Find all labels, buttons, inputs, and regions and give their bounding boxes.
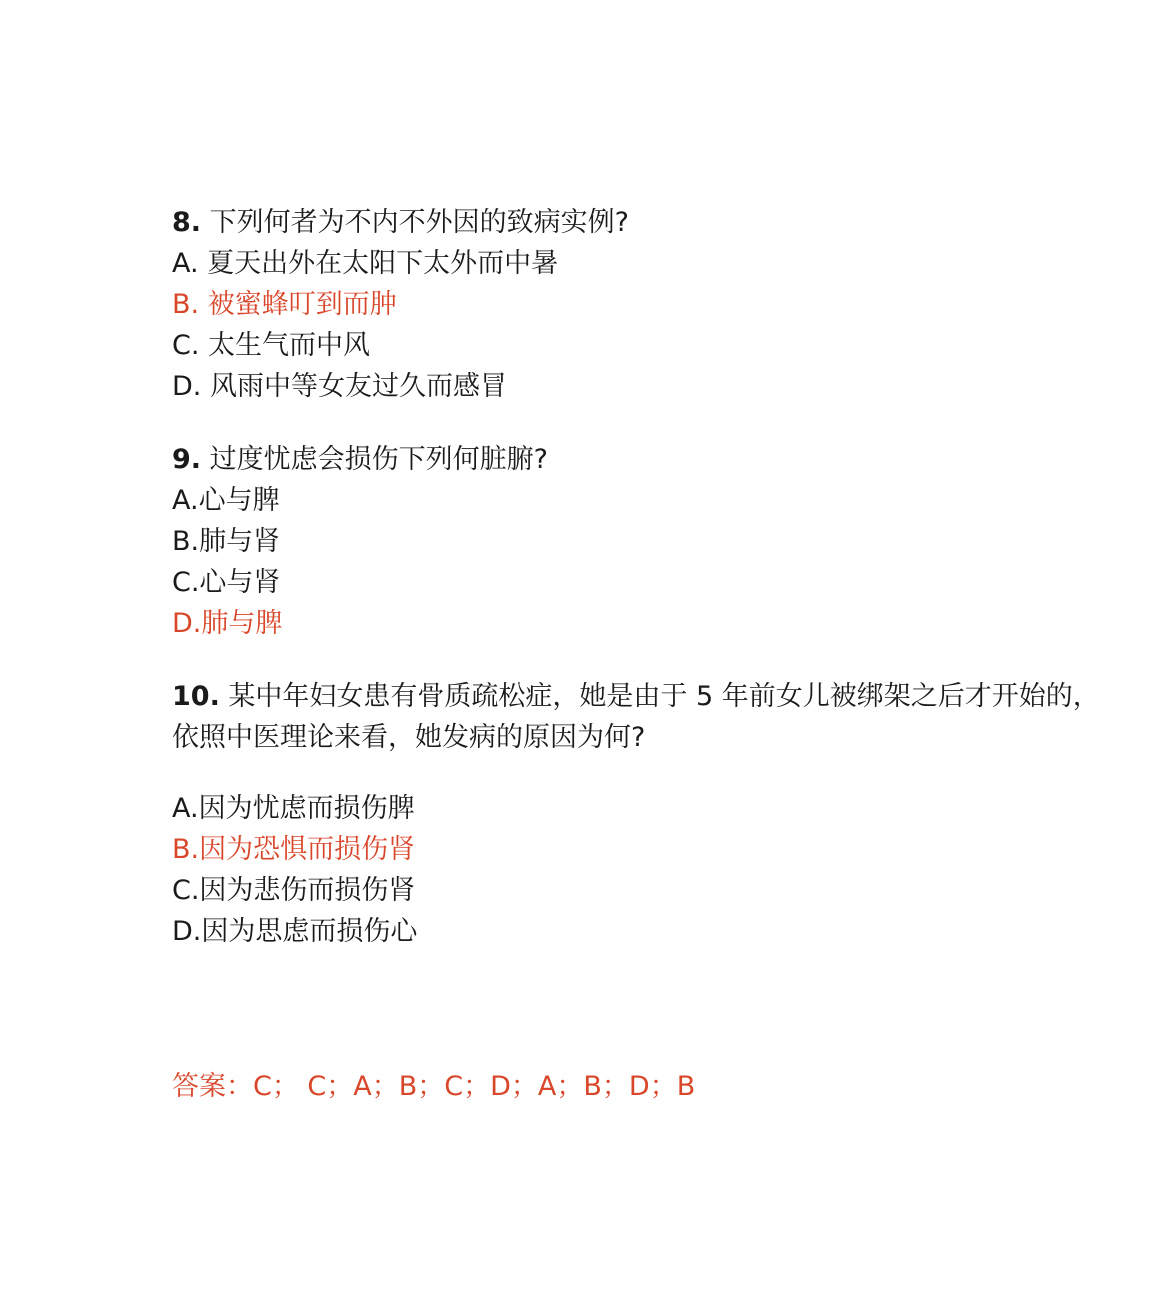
option-c: C. 太生气而中风: [172, 330, 371, 361]
question-8: [172, 202, 1152, 407]
question-number: 8.: [172, 207, 202, 238]
question-number: 9.: [172, 444, 202, 475]
question-10-stem-line2: 依照中医理论来看，她发病的原因为何?: [172, 722, 646, 753]
question-text: 下列何者为不内不外因的致病实例?: [201, 207, 629, 238]
option-b: B.肺与肾: [172, 526, 281, 557]
question-8-stem: [172, 202, 1152, 243]
option-c: C.心与肾: [172, 567, 281, 598]
option-c: C.因为悲伤而损伤肾: [172, 875, 416, 906]
question-text: 某中年妇女患有骨质疏松症，她是由于 5 年前女儿被绑架之后才开始的，: [219, 681, 1100, 712]
question-9-stem: [172, 439, 1152, 480]
question-number: 10.: [172, 681, 220, 712]
option-d-correct: D.肺与脾: [172, 608, 283, 639]
option-b-correct: B.因为恐惧而损伤肾: [172, 834, 416, 865]
question-text: 过度忧虑会损伤下列何脏腑?: [201, 444, 548, 475]
question-10-stem: [172, 676, 1152, 758]
question-10: [172, 676, 1152, 952]
question-9: [172, 439, 1152, 644]
answer-key: 答案：C； C；A；B；C；D；A；B；D；B: [172, 1071, 696, 1102]
option-b-correct: B. 被蜜蜂叮到而肿: [172, 289, 397, 320]
option-a: A.因为忧虑而损伤脾: [172, 793, 415, 824]
option-a: A.心与脾: [172, 485, 280, 516]
quiz-content: [172, 202, 1152, 952]
option-a: A. 夏天出外在太阳下太外而中暑: [172, 248, 559, 279]
option-d: D. 风雨中等女友过久而感冒: [172, 371, 507, 402]
option-d: D.因为思虑而损伤心: [172, 916, 418, 947]
question-10-stem-line1: [172, 676, 1152, 717]
